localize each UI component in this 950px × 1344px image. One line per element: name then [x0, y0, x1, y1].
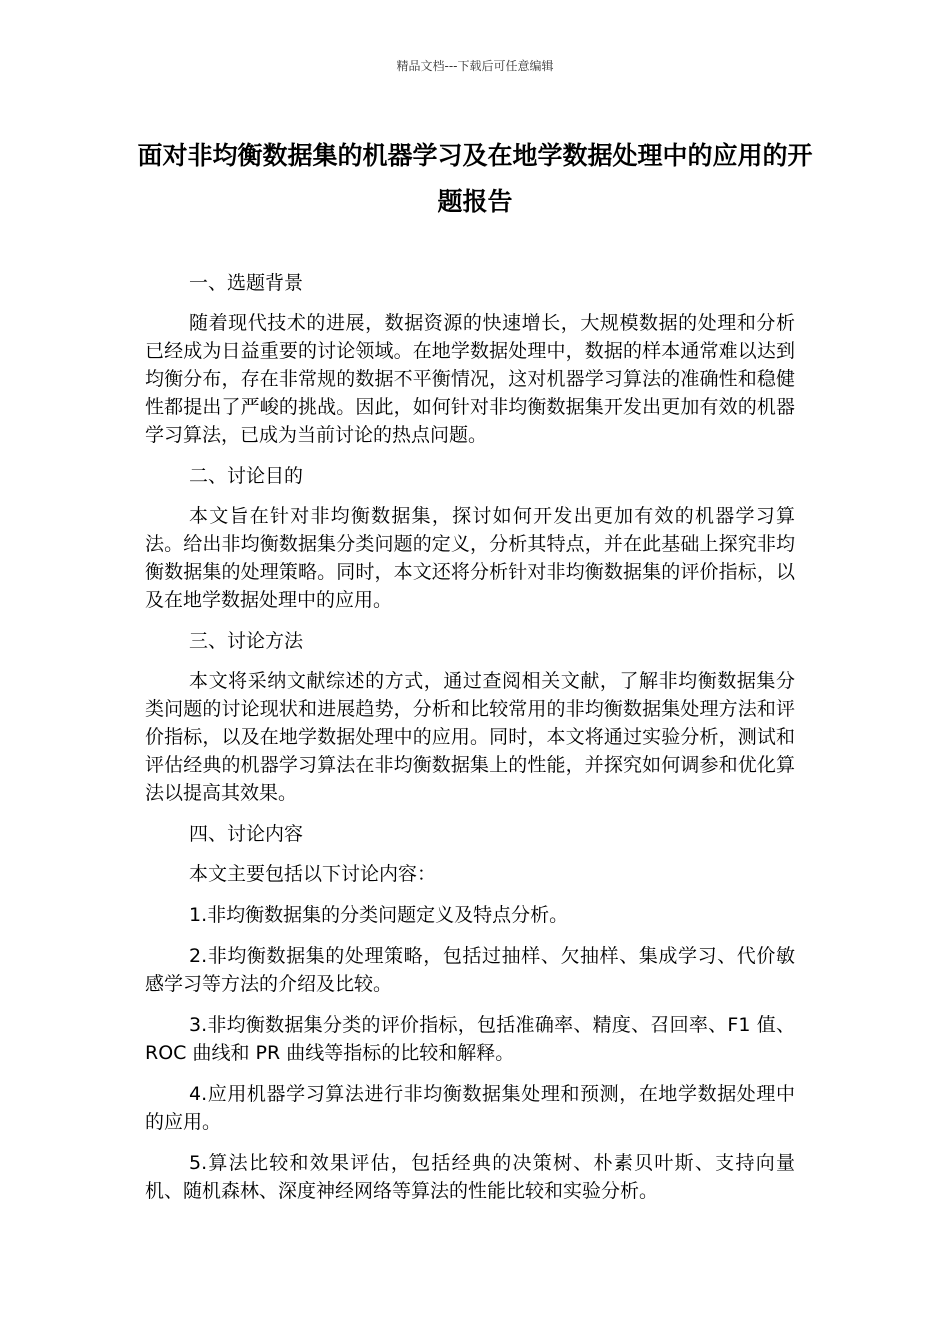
section-heading-content: 四、讨论内容: [189, 823, 304, 845]
list-item: 3.非均衡数据集分类的评价指标，包括准确率、精度、召回率、F1 值、ROC 曲线和 PR 曲线等指标的比较和解释。: [145, 1014, 795, 1064]
paragraph: 本文旨在针对非均衡数据集，探讨如何开发出更加有效的机器学习算法。给出非均衡数据集分类问题的定义，分析其特点，并在此基础上探究非均衡数据集的处理策略。同时，本文还将分析针对非均衡数据集的评价指标，以及在地学数据处理中的应用。: [145, 505, 795, 611]
paragraph: 本文主要包括以下讨论内容：: [189, 863, 437, 885]
section-heading-background: 一、选题背景: [189, 272, 304, 294]
section-heading-purpose: 二、讨论目的: [189, 465, 304, 487]
page-header: 精品文档---下载后可任意编辑: [396, 59, 554, 73]
list-item: 2.非均衡数据集的处理策略，包括过抽样、欠抽样、集成学习、代价敏感学习等方法的介绍及比较。: [145, 945, 795, 995]
document-title: 面对非均衡数据集的机器学习及在地学数据处理中的应用的开题报告: [137, 141, 813, 216]
document-body: [145, 269, 795, 1218]
paragraph: 本文将采纳文献综述的方式，通过查阅相关文献，了解非均衡数据集分类问题的讨论现状和进展趋势，分析和比较常用的非均衡数据集处理方法和评价指标，以及在地学数据处理中的应用。同时，本文将通过实验分析，测试和评估经典的机器学习算法在非均衡数据集上的性能，并探究如何调参和优化算法以提高其效果。: [145, 670, 795, 804]
section-heading-method: 三、讨论方法: [189, 630, 304, 652]
list-item: 5.算法比较和效果评估，包括经典的决策树、朴素贝叶斯、支持向量机、随机森林、深度神经网络等算法的性能比较和实验分析。: [145, 1152, 795, 1202]
paragraph: 随着现代技术的进展，数据资源的快速增长，大规模数据的处理和分析已经成为日益重要的讨论领域。在地学数据处理中，数据的样本通常难以达到均衡分布，存在非常规的数据不平衡情况，这对机器学习算法的准确性和稳健性都提出了严峻的挑战。因此，如何针对非均衡数据集开发出更加有效的机器学习算法，已成为当前讨论的热点问题。: [145, 312, 795, 446]
list-item: 1.非均衡数据集的分类问题定义及特点分析。: [189, 904, 569, 926]
list-item: 4.应用机器学习算法进行非均衡数据集处理和预测，在地学数据处理中的应用。: [145, 1083, 795, 1133]
